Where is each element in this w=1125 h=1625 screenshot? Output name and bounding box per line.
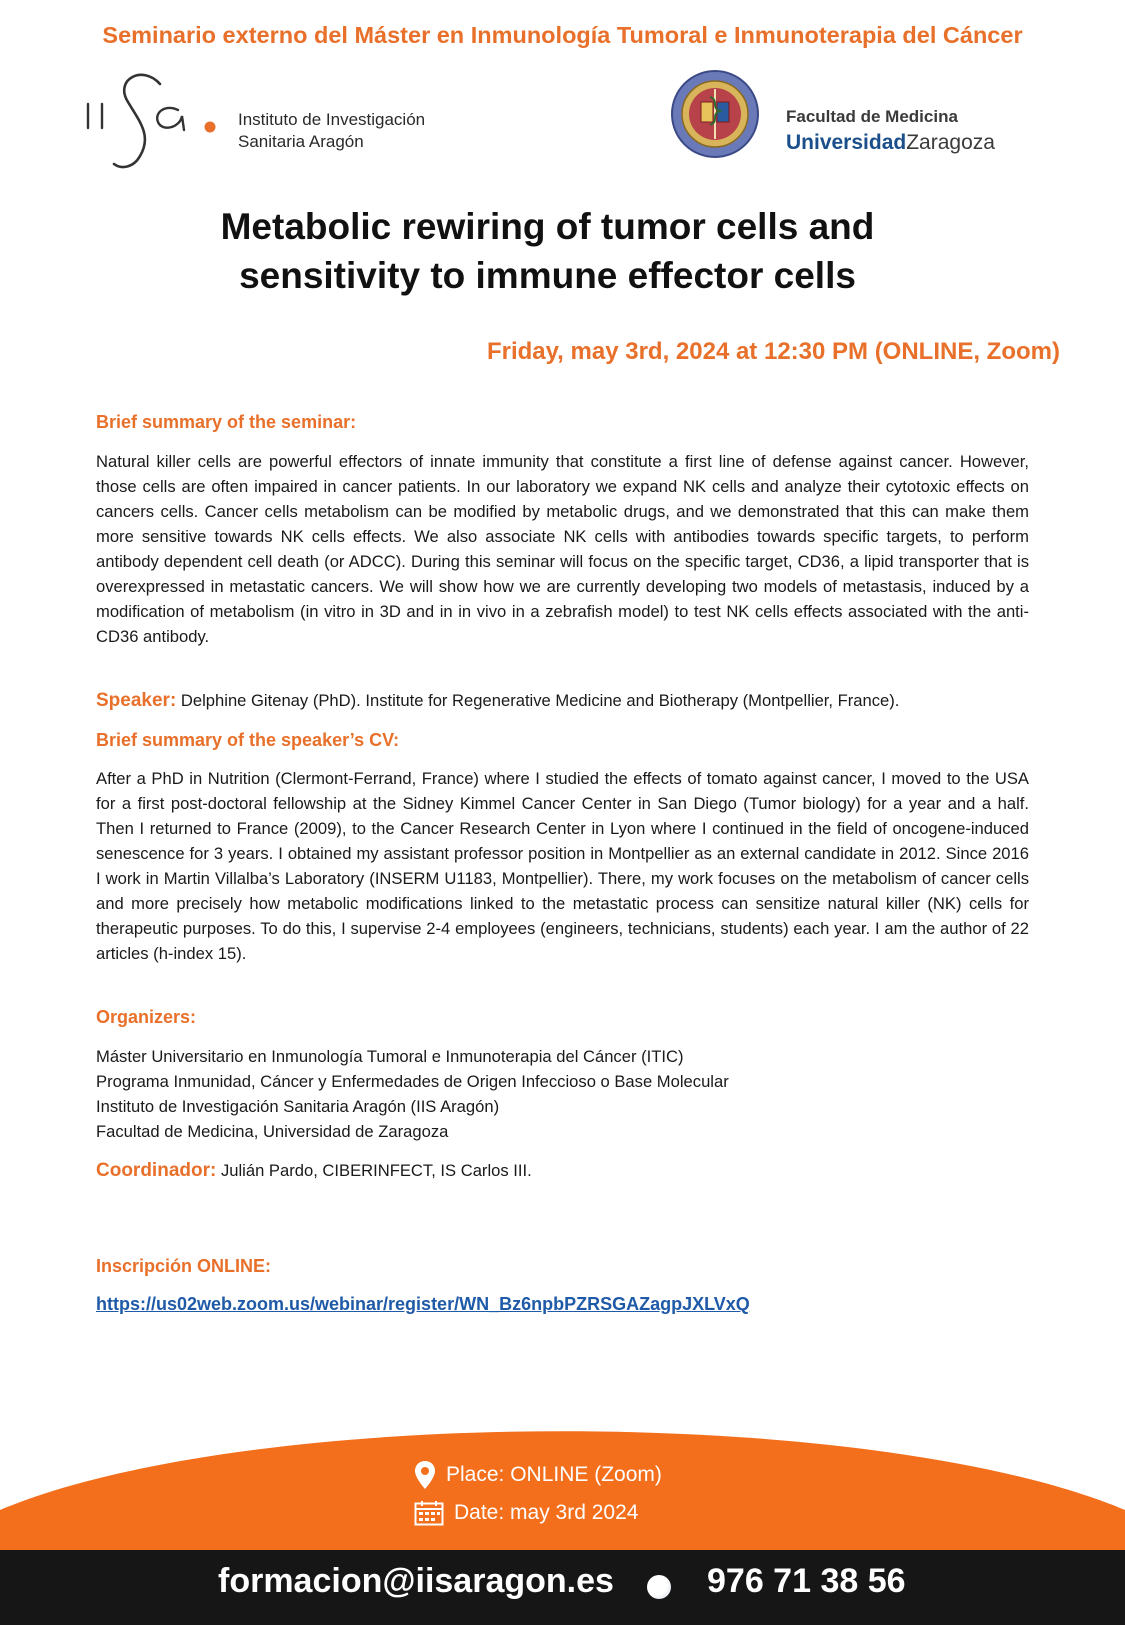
event-date: Friday, may 3rd, 2024 at 12:30 PM (ONLINE, Zoom) — [486, 338, 1060, 365]
registration-link[interactable]: https://us02web.zoom.us/webinar/register/WN_Bz6npbPZRSGAZagpJXLVxQ — [96, 1294, 750, 1314]
organizer-item: Máster Universitario en Inmunología Tumoral e Inmunoterapia del Cáncer (ITIC) — [96, 1047, 684, 1066]
university-name — [786, 131, 995, 155]
organizer-item: Instituto de Investigación Sanitaria Aragón (IIS Aragón) — [96, 1097, 500, 1116]
coordinator-label: Coordinador: — [96, 1160, 217, 1181]
organizer-item: Programa Inmunidad, Cáncer y Enfermedades de Origen Infeccioso o Base Molecular — [96, 1072, 729, 1091]
contact-bar — [0, 1550, 1125, 1625]
organizers-heading: Organizers: — [96, 1007, 197, 1027]
footer-place — [414, 1460, 662, 1490]
footer-date — [414, 1500, 638, 1526]
registration-link-row — [96, 1294, 1029, 1315]
seminar-banner: Seminario externo del Máster en Inmunología Tumoral e Inmunoterapia del Cáncer — [102, 22, 1023, 48]
organizer-item: Facultad de Medicina, Universidad de Zaragoza — [96, 1122, 449, 1141]
speaker-line — [96, 688, 1029, 713]
footer-date-text: Date: may 3rd 2024 — [454, 1501, 639, 1524]
contact-phone[interactable]: 976 71 38 56 — [707, 1562, 906, 1600]
iis-logo-mark — [82, 66, 232, 178]
zaragoza-word: Zaragoza — [906, 131, 995, 154]
iis-aragon-logo — [82, 66, 482, 178]
summary-text: Natural killer cells are powerful effectors of innate immunity that constitute a first line of defense against cancer. However, those cells are often impaired in cancer patients. In our laboratory we expand NK cells and analyze their cytotoxic effects on cancers cells. Cancer cells metabolism can be modified by metabolic drugs, and we demonstrated that this can make them more sensitive towards NK cells effects. We also associate NK cells with antibodies towards specific targets, to perform antibody dependent cell death (or ADCC). During this seminar will focus on the specific target, CD36, a lipid transporter that is overexpressed in metastatic cancers. We will show how we are currently developing two models of metastasis, induced by a modification of metabolism (in vitro in 3D and in in vivo in a zebrafish model) to test NK cells effects associated with the anti-CD36 antibody. — [96, 452, 1029, 646]
university-seal-icon — [670, 69, 760, 159]
seminar-title-line1: Metabolic rewiring of tumor cells and — [220, 206, 875, 247]
university-word: Universidad — [786, 131, 907, 154]
coordinator-text: Julián Pardo, CIBERINFECT, IS Carlos III. — [220, 1161, 532, 1180]
map-pin-icon — [414, 1460, 436, 1490]
organizers-list — [96, 1044, 1029, 1144]
calendar-icon — [414, 1500, 444, 1526]
cv-text: After a PhD in Nutrition (Clermont-Ferrand, France) where I studied the effects of tomato against cancer, I moved to the USA for a first post-doctoral fellowship at the Sidney Kimmel Cancer Center in San Diego (Tumor biology) for a year and a half. Then I returned to France (2009), to the Cancer Research Center in Lyon where I continued in the field of oncogene-induced senescence for 3 years. I obtained my assistant professor position in Montpellier as an external candidate in 2012. Since 2016 I work in Martin Villalba’s Laboratory (INSERM U1183, Montpellier). There, my work focuses on the metabolism of cancer cells and more precisely how metabolic modifications linked to the metastatic process can sensitize natural killer (NK) cells for therapeutic purposes. To do this, I supervise 2-4 employees (engineers, technicians, students) each year. I am the author of 22 articles (h-index 15). — [96, 769, 1029, 963]
iis-logo-text — [238, 109, 425, 153]
seminar-title — [0, 202, 1095, 300]
separator-dot-icon — [647, 1575, 671, 1599]
speaker-text: Delphine Gitenay (PhD). Institute for Regenerative Medicine and Biotherapy (Montpellier, France). — [180, 691, 900, 710]
faculty-name: Facultad de Medicina — [786, 107, 958, 126]
faculty-logo — [670, 66, 1030, 166]
footer-place-text: Place: ONLINE (Zoom) — [446, 1463, 662, 1486]
contact-email[interactable]: formacion@iisaragon.es — [218, 1562, 614, 1600]
summary-heading: Brief summary of the seminar: — [96, 412, 357, 432]
iis-logo-line1: Instituto de Investigación — [238, 110, 426, 129]
seminar-title-line2: sensitivity to immune effector cells — [239, 255, 856, 296]
cv-heading: Brief summary of the speaker’s CV: — [96, 730, 400, 750]
iis-logo-line2: Sanitaria Aragón — [238, 132, 364, 151]
faculty-logo-text — [786, 107, 995, 155]
coordinator-line — [96, 1158, 1029, 1183]
speaker-label: Speaker: — [96, 690, 177, 711]
registration-heading: Inscripción ONLINE: — [96, 1256, 272, 1276]
